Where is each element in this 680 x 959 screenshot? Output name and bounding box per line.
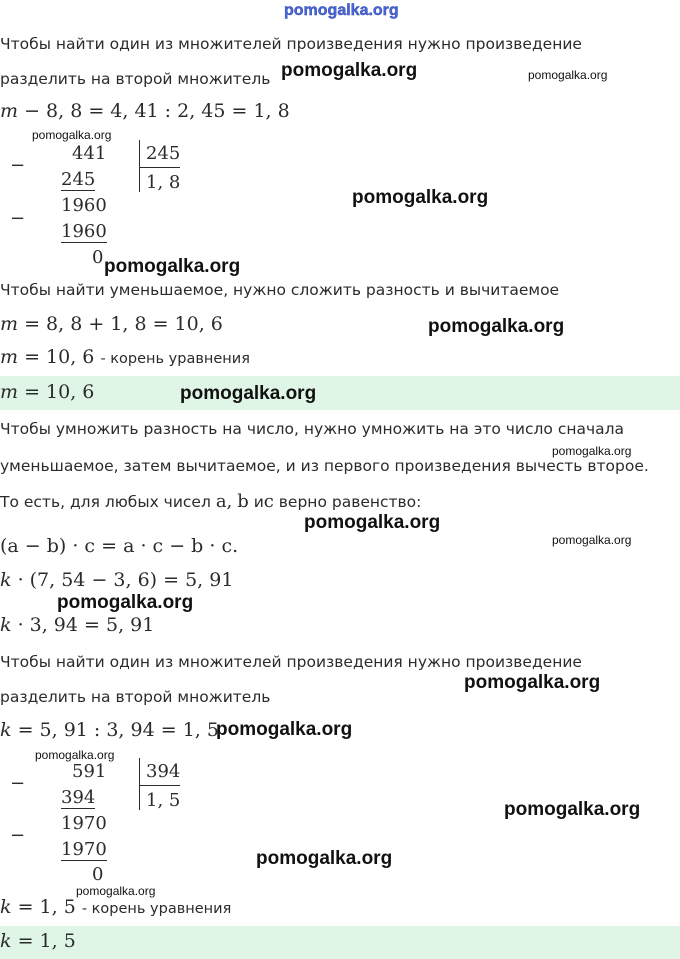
equation [0,313,223,335]
rule-text [0,491,421,512]
rule-text: Чтобы найти один из множителей произведения нужно произведение [0,653,582,671]
equation-body: = 1, 5 [17,930,76,952]
result: 0 [92,864,104,885]
equation [0,569,233,591]
subtrahend: 1960 [61,221,107,242]
dividend: 591 [72,761,107,782]
minus-sign: − [10,208,26,229]
minus-sign: − [10,155,26,176]
equation [0,346,250,368]
subtrahend: 1970 [61,839,107,860]
variable: k [0,896,12,918]
divisor-line [140,167,180,168]
rule-text: Чтобы найти один из множителей произведения нужно произведение [0,35,582,53]
result: 0 [92,247,104,268]
watermark: pomogalka.org [428,316,565,337]
equation-body: − 8, 8 = 4, 41 : 2, 45 = 1, 8 [24,100,290,122]
minus-sign: − [10,825,26,846]
equation-body: = 1, 5 [17,896,76,918]
root-note: - корень уравнения [81,901,232,917]
watermark: pomogalka.org [76,884,156,898]
variable: m [0,381,19,403]
variable: m [0,346,19,368]
equation-body: · 3, 94 = 5, 91 [17,614,155,636]
minus-sign: − [10,773,26,794]
equation [0,719,219,741]
rule-text: разделить на второй множитель [0,688,271,706]
division-bar [139,140,140,192]
variable: k [0,569,12,591]
variable: c [263,491,274,512]
equation-body: = 10, 6 [24,381,95,403]
text: верно равенство: [278,493,422,511]
equation [0,614,154,636]
watermark: pomogalka.org [304,512,441,533]
answer [0,930,76,952]
equation-body: = 10, 6 [24,346,95,368]
remainder: 1960 [61,195,107,216]
divisor: 394 [146,761,181,782]
watermark: pomogalka.org [552,533,632,547]
answer-highlight [0,926,680,959]
rule-text: Чтобы найти уменьшаемое, нужно сложить разность и вычитаемое [0,281,560,299]
equation [0,100,290,122]
variable: b [237,491,249,512]
equation [0,896,231,918]
watermark: pomogalka.org [57,592,194,613]
root-note: - корень уравнения [100,351,250,367]
variable: a, [215,491,233,512]
variable: k [0,930,12,952]
text: То есть, для любых чисел [0,493,211,511]
watermark: pomogalka.org [552,444,632,458]
variable: k [0,614,12,636]
watermark: pomogalka.org [464,672,601,693]
watermark-top: pomogalka.org [284,2,399,19]
watermark: pomogalka.org [352,187,489,208]
subtrahend: 394 [61,787,96,808]
remainder: 1970 [61,813,107,834]
equation-body: = 8, 8 + 1, 8 = 10, 6 [24,313,223,335]
rule-text: разделить на второй множитель [0,70,271,88]
divisor-line [140,785,180,786]
equation-body: · (7, 54 − 3, 6) = 5, 91 [17,569,234,591]
divisor: 245 [146,143,181,164]
watermark: pomogalka.org [256,848,393,869]
answer [0,381,94,403]
quotient: 1, 8 [146,172,181,193]
watermark: pomogalka.org [32,128,112,142]
variable: m [0,100,19,122]
watermark: pomogalka.org [35,748,115,762]
answer-highlight [0,376,680,410]
watermark: pomogalka.org [504,799,641,820]
watermark: pomogalka.org [180,383,317,404]
text: и [253,493,264,511]
dividend: 441 [72,143,107,164]
variable: k [0,719,12,741]
equation-body: = 5, 91 : 3, 94 = 1, 5 [17,719,219,741]
rule-text: уменьшаемое, затем вычитаемое, и из первого произведения вычесть второе. [0,457,649,475]
rule-text: Чтобы умножить разность на число, нужно умножить на это число сначала [0,420,625,438]
identity: (a − b) · c = a · c − b · c. [0,535,239,557]
variable: m [0,313,19,335]
watermark: pomogalka.org [528,68,608,82]
division-bar [139,758,140,810]
quotient: 1, 5 [146,790,181,811]
watermark: pomogalka.org [216,719,353,740]
watermark: pomogalka.org [104,256,241,277]
subtrahend: 245 [61,169,96,190]
watermark: pomogalka.org [281,60,418,81]
